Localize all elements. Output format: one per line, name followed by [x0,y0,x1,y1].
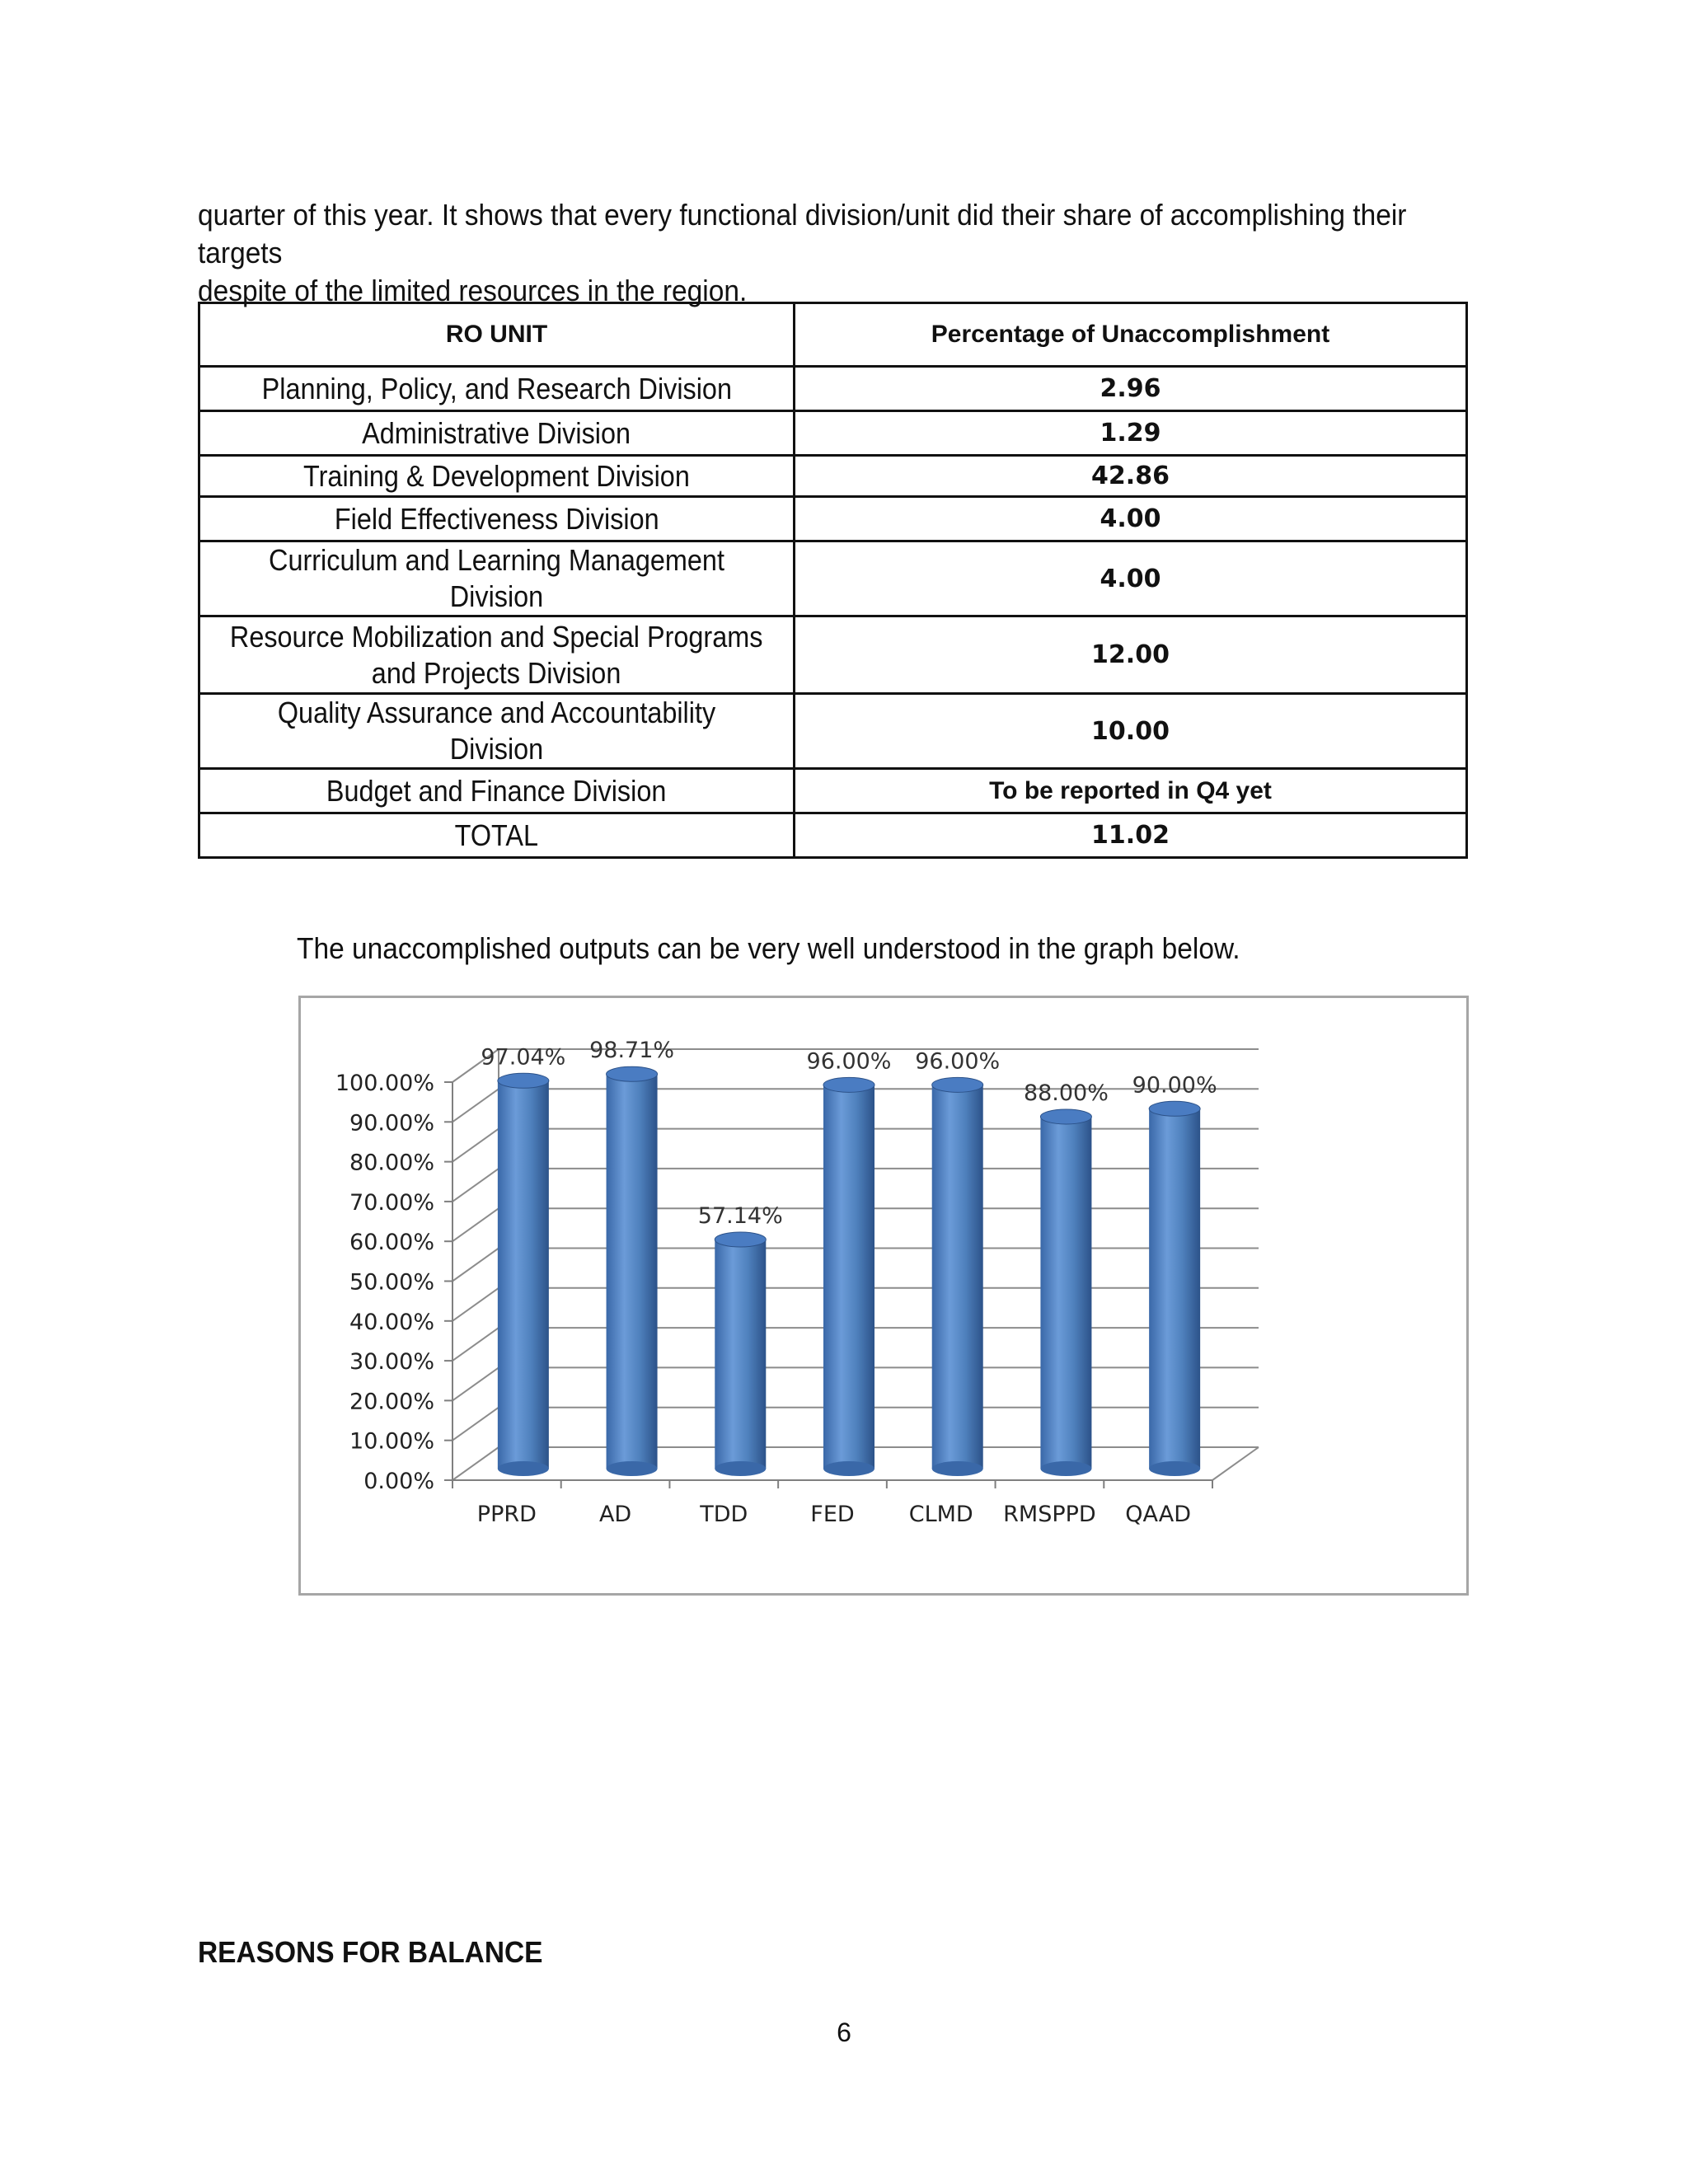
intro-paragraph [198,196,1409,310]
table-row-total [199,813,1467,858]
bar-base [715,1461,766,1476]
table-row [199,367,1467,411]
bar-body [932,1085,983,1469]
grid-diagonal [452,1408,499,1441]
grid-diagonal [452,1208,499,1241]
data-label: 97.04% [481,1044,566,1071]
table-row [199,541,1467,616]
bar-body [607,1074,658,1469]
bar-base [498,1461,549,1476]
unit-name-line-2: and Projects Division [372,655,621,690]
table-header-row [199,303,1467,367]
bar-qaad [1149,1101,1200,1476]
table-row [199,616,1467,694]
unit-name: Field Effectiveness Division [334,501,659,536]
bar-body [498,1080,549,1469]
table-row [199,497,1467,541]
data-label: 96.00% [806,1048,892,1075]
x-tick-label: RMSPPD [1003,1502,1096,1527]
chart-svg [301,998,1466,1593]
bar-base [607,1461,658,1476]
bar-body [1149,1108,1200,1469]
unit-name: Training & Development Division [303,458,690,493]
x-tick-label: PPRD [476,1502,537,1527]
y-tick-label: 50.00% [349,1269,434,1296]
bar-base [823,1461,874,1476]
table-row [199,769,1467,813]
bar-tdd [715,1232,766,1476]
unit-name: TOTAL [454,818,539,852]
bar-ad [607,1066,658,1476]
accomplishment-chart [298,996,1469,1596]
bar-pprd [498,1073,549,1476]
table-row [199,694,1467,769]
y-tick-label: 90.00% [349,1110,434,1137]
unit-value: 4.00 [1100,504,1161,533]
y-tick-label: 70.00% [349,1189,434,1216]
unaccomplishment-table [198,302,1468,859]
unit-value: 4.00 [1100,564,1161,593]
graph-lead-text: The unaccomplished outputs can be very well understood in the graph below. [297,931,1240,965]
data-label: 98.71% [589,1038,675,1064]
unit-value: To be reported in Q4 yet [989,776,1272,804]
data-label: 96.00% [915,1048,1001,1075]
unit-value: 1.29 [1100,419,1161,448]
bar-top [498,1073,549,1088]
bar-top [1149,1101,1200,1116]
unit-name-line-1: Resource Mobilization and Special Programs [230,619,763,654]
unit-name: Administrative Division [362,415,631,450]
x-tick-label: TDD [700,1502,748,1527]
grid-diagonal [452,1447,499,1480]
unit-name: Budget and Finance Division [326,773,667,808]
bar-rmsppd [1040,1109,1091,1476]
y-tick-label: 80.00% [349,1150,434,1176]
y-tick-label: 40.00% [349,1309,434,1335]
intro-line-2: despite of the limited resources in the region. [198,274,748,307]
unit-name: Planning, Policy, and Research Division [261,371,732,405]
section-heading: REASONS FOR BALANCE [198,1935,543,1969]
data-label: 88.00% [1023,1080,1109,1106]
y-tick-label: 0.00% [363,1469,434,1494]
unit-value: 42.86 [1091,462,1170,490]
bar-clmd [932,1077,983,1476]
floor-right-edge [1212,1447,1259,1480]
grid-diagonal [452,1367,499,1400]
bar-top [607,1066,658,1081]
grid-diagonal [452,1328,499,1361]
grid-diagonal [452,1249,499,1282]
bar-top [715,1232,766,1247]
grid-diagonal [452,1089,499,1122]
unit-value: 10.00 [1091,716,1170,746]
unit-value: 11.02 [1091,821,1170,850]
header-percentage: Percentage of Unaccomplishment [795,303,1467,367]
bar-body [715,1240,766,1469]
unit-value: 12.00 [1091,640,1170,669]
unit-name: Quality Assurance and Accountability Division [277,696,716,766]
y-tick-label: 60.00% [349,1230,434,1256]
table-row [199,411,1467,456]
bar-top [932,1077,983,1092]
data-label: 57.14% [697,1203,783,1230]
bar-top [1040,1109,1091,1124]
x-tick-label: CLMD [908,1502,973,1527]
grid-diagonal [452,1169,499,1202]
x-tick-label: QAAD [1125,1502,1192,1527]
intro-line-1: quarter of this year. It shows that every functional division/unit did their share of accomplishing their targets [198,198,1407,269]
table-row [199,456,1467,497]
header-ro-unit: RO UNIT [199,303,795,367]
y-tick-label: 30.00% [349,1349,434,1376]
bar-body [823,1085,874,1469]
y-tick-label: 10.00% [349,1428,434,1455]
y-tick-label: 100.00% [335,1071,434,1096]
x-tick-label: AD [598,1502,632,1527]
bar-base [1149,1461,1200,1476]
page-number: 6 [837,2018,851,2047]
data-label: 90.00% [1132,1072,1217,1099]
unit-name: Curriculum and Learning Management Division [269,543,724,613]
bar-body [1040,1117,1091,1469]
bar-base [1040,1461,1091,1476]
bar-top [823,1077,874,1092]
bar-base [932,1461,983,1476]
grid-diagonal [452,1288,499,1321]
grid-diagonal [452,1129,499,1162]
unit-value: 2.96 [1100,374,1161,403]
x-tick-label: FED [810,1502,855,1527]
y-tick-label: 20.00% [349,1389,434,1415]
bar-fed [823,1077,874,1476]
